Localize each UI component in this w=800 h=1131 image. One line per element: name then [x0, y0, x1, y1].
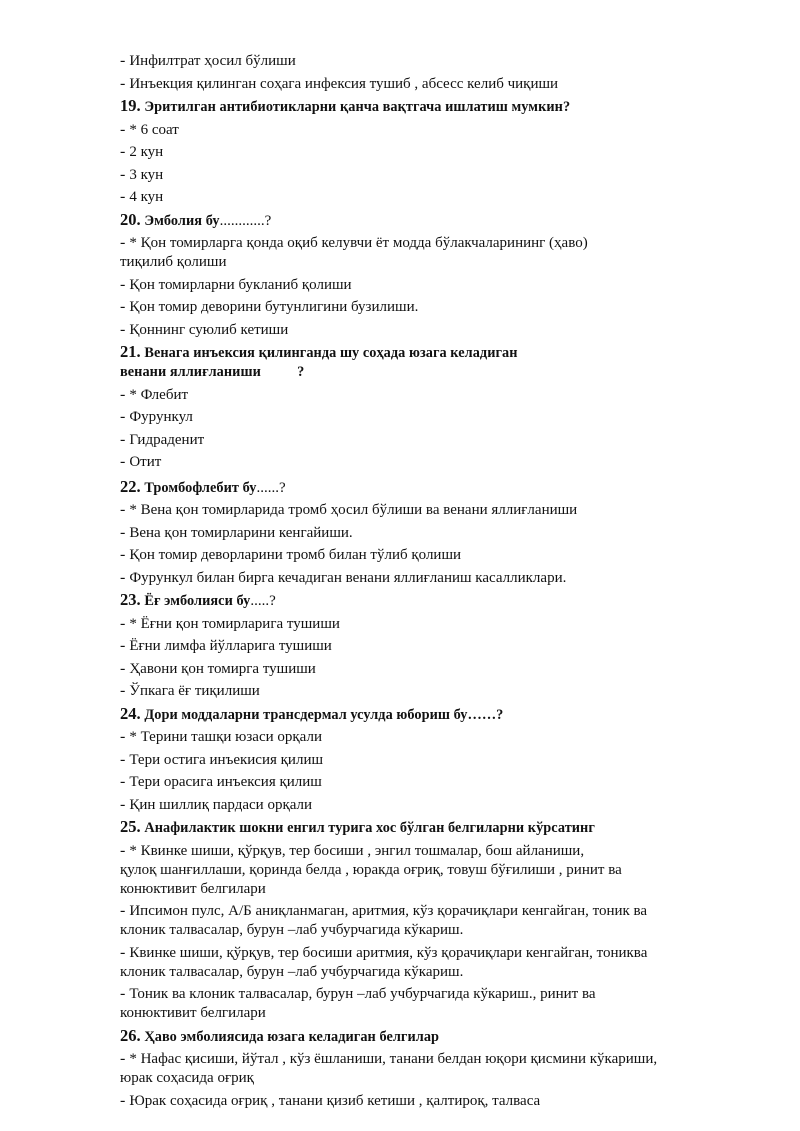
- answer-option: - Отит: [120, 453, 162, 470]
- answer-option: - * Вена қон томирларида тромб ҳосил бўлиши ва венани яллиғланиши: [120, 501, 578, 518]
- answer-option: - * Қон томирларга қонда оқиб келувчи ёт модда бўлакчаларининг (ҳаво) тиқилиб қолиши: [120, 234, 588, 270]
- answer-option: - Квинке шиши, қўрқув, тер босиши аритмия, кўз қорачиқлари кенгайган, тониква клоник талвасалар, бурун –лаб учбурчагида кўкариш.: [120, 943, 648, 980]
- answer-option: - Инъекция қилинган соҳага инфексия тушиб , абсесс келиб чиқиши: [120, 74, 559, 92]
- document-page: [120, 51, 720, 1113]
- answer-option: - 2 кун: [120, 143, 164, 160]
- answer-option: - Инфилтрат ҳосил бўлиши: [120, 52, 296, 69]
- answer-option: - * Ёғни қон томирларига тушиши: [120, 614, 340, 632]
- answer-option: - Тери остига инъекисия қилиш: [120, 750, 324, 768]
- answer-option: - * Терини ташқи юзаси орқали: [120, 728, 322, 745]
- answer-option: - Қон томир деворини бутунлигини бузилиши.: [120, 298, 419, 315]
- answer-option: - Қон томир деворларини тромб билан тўлиб қолиши: [120, 546, 462, 563]
- answer-option: - 4 кун: [120, 188, 164, 205]
- answer-option: - * Флебит: [120, 385, 189, 403]
- answer-option: - Вена қон томирларини кенгайиши.: [120, 523, 353, 541]
- question-21: 21. Венага инъексия қилинганда шу соҳада юзага келадиган венани яллиғланиши ?: [120, 342, 518, 380]
- answer-option: - Ўпкага ёғ тиқилиши: [120, 682, 260, 699]
- answer-option: - * Квинке шиши, қўрқув, тер босиши , энгил тошмалар, бош айланиши, қулоқ шанғиллаши, қоринда белда , юракда оғриқ, товуш бўғилиши , ринит ва конюктивит белгилари: [120, 841, 622, 897]
- question-19: 19. Эритилган антибиотикларни қанча вақтгача ишлатиш мумкин?: [120, 96, 571, 115]
- answer-option: - Тери орасига инъексия қилиш: [120, 773, 322, 790]
- question-25: 25. Анафилактик шокни енгил турига хос бўлган белгиларни кўрсатинг: [120, 817, 595, 836]
- answer-option: - Қон томирларни букланиб қолиши: [120, 275, 352, 293]
- answer-option: - Фурункул билан бирга кечадиган венани яллиғланиш касалликлари.: [120, 568, 567, 586]
- answer-option: - Ҳавони қон томирга тушиши: [120, 659, 316, 677]
- answer-option: - Юрак соҳасида оғриқ , танани қизиб кетиши , қалтироқ, талваса: [120, 1091, 541, 1109]
- question-22: 22. Тромбофлебит бу......?: [120, 476, 286, 496]
- answer-option: - Гидраденит: [120, 430, 205, 448]
- question-23: 23. Ёғ эмболияси бу.....?: [120, 590, 276, 609]
- answer-option: - * 6 соат: [120, 120, 179, 138]
- answer-option: - Ёғни лимфа йўлларига тушиши: [120, 637, 332, 654]
- answer-option: - Ипсимон пулс, А/Б аниқланмаган, аритмия, кўз қорачиқлари кенгайган, тоник ва клоник талвасалар, бурун –лаб учбурчагида кўкариш.: [120, 902, 648, 938]
- answer-option: - Қин шиллиқ пардаси орқали: [120, 795, 313, 813]
- question-26: 26. Ҳаво эмболиясида юзага келадиган белгилар: [120, 1025, 440, 1045]
- question-24: 24. Дори моддаларни трансдермал усулда юбориш бу……?: [120, 703, 504, 723]
- answer-option: - Фурункул: [120, 408, 193, 425]
- answer-option: - Қоннинг суюлиб кетиши: [120, 320, 289, 338]
- answer-option: - 3 кун: [120, 165, 164, 183]
- answer-option: - * Нафас қисиши, йўтал , кўз ёшланиши, танани белдан юқори қисмини кўкариши, юрак соҳасида оғриқ: [120, 1050, 658, 1086]
- question-20: 20. Эмболия бу............?: [120, 209, 272, 229]
- answer-option: - Тоник ва клоник талвасалар, бурун –лаб учбурчагида кўкариш., ринит ва конюктивит белгилари: [120, 985, 596, 1021]
